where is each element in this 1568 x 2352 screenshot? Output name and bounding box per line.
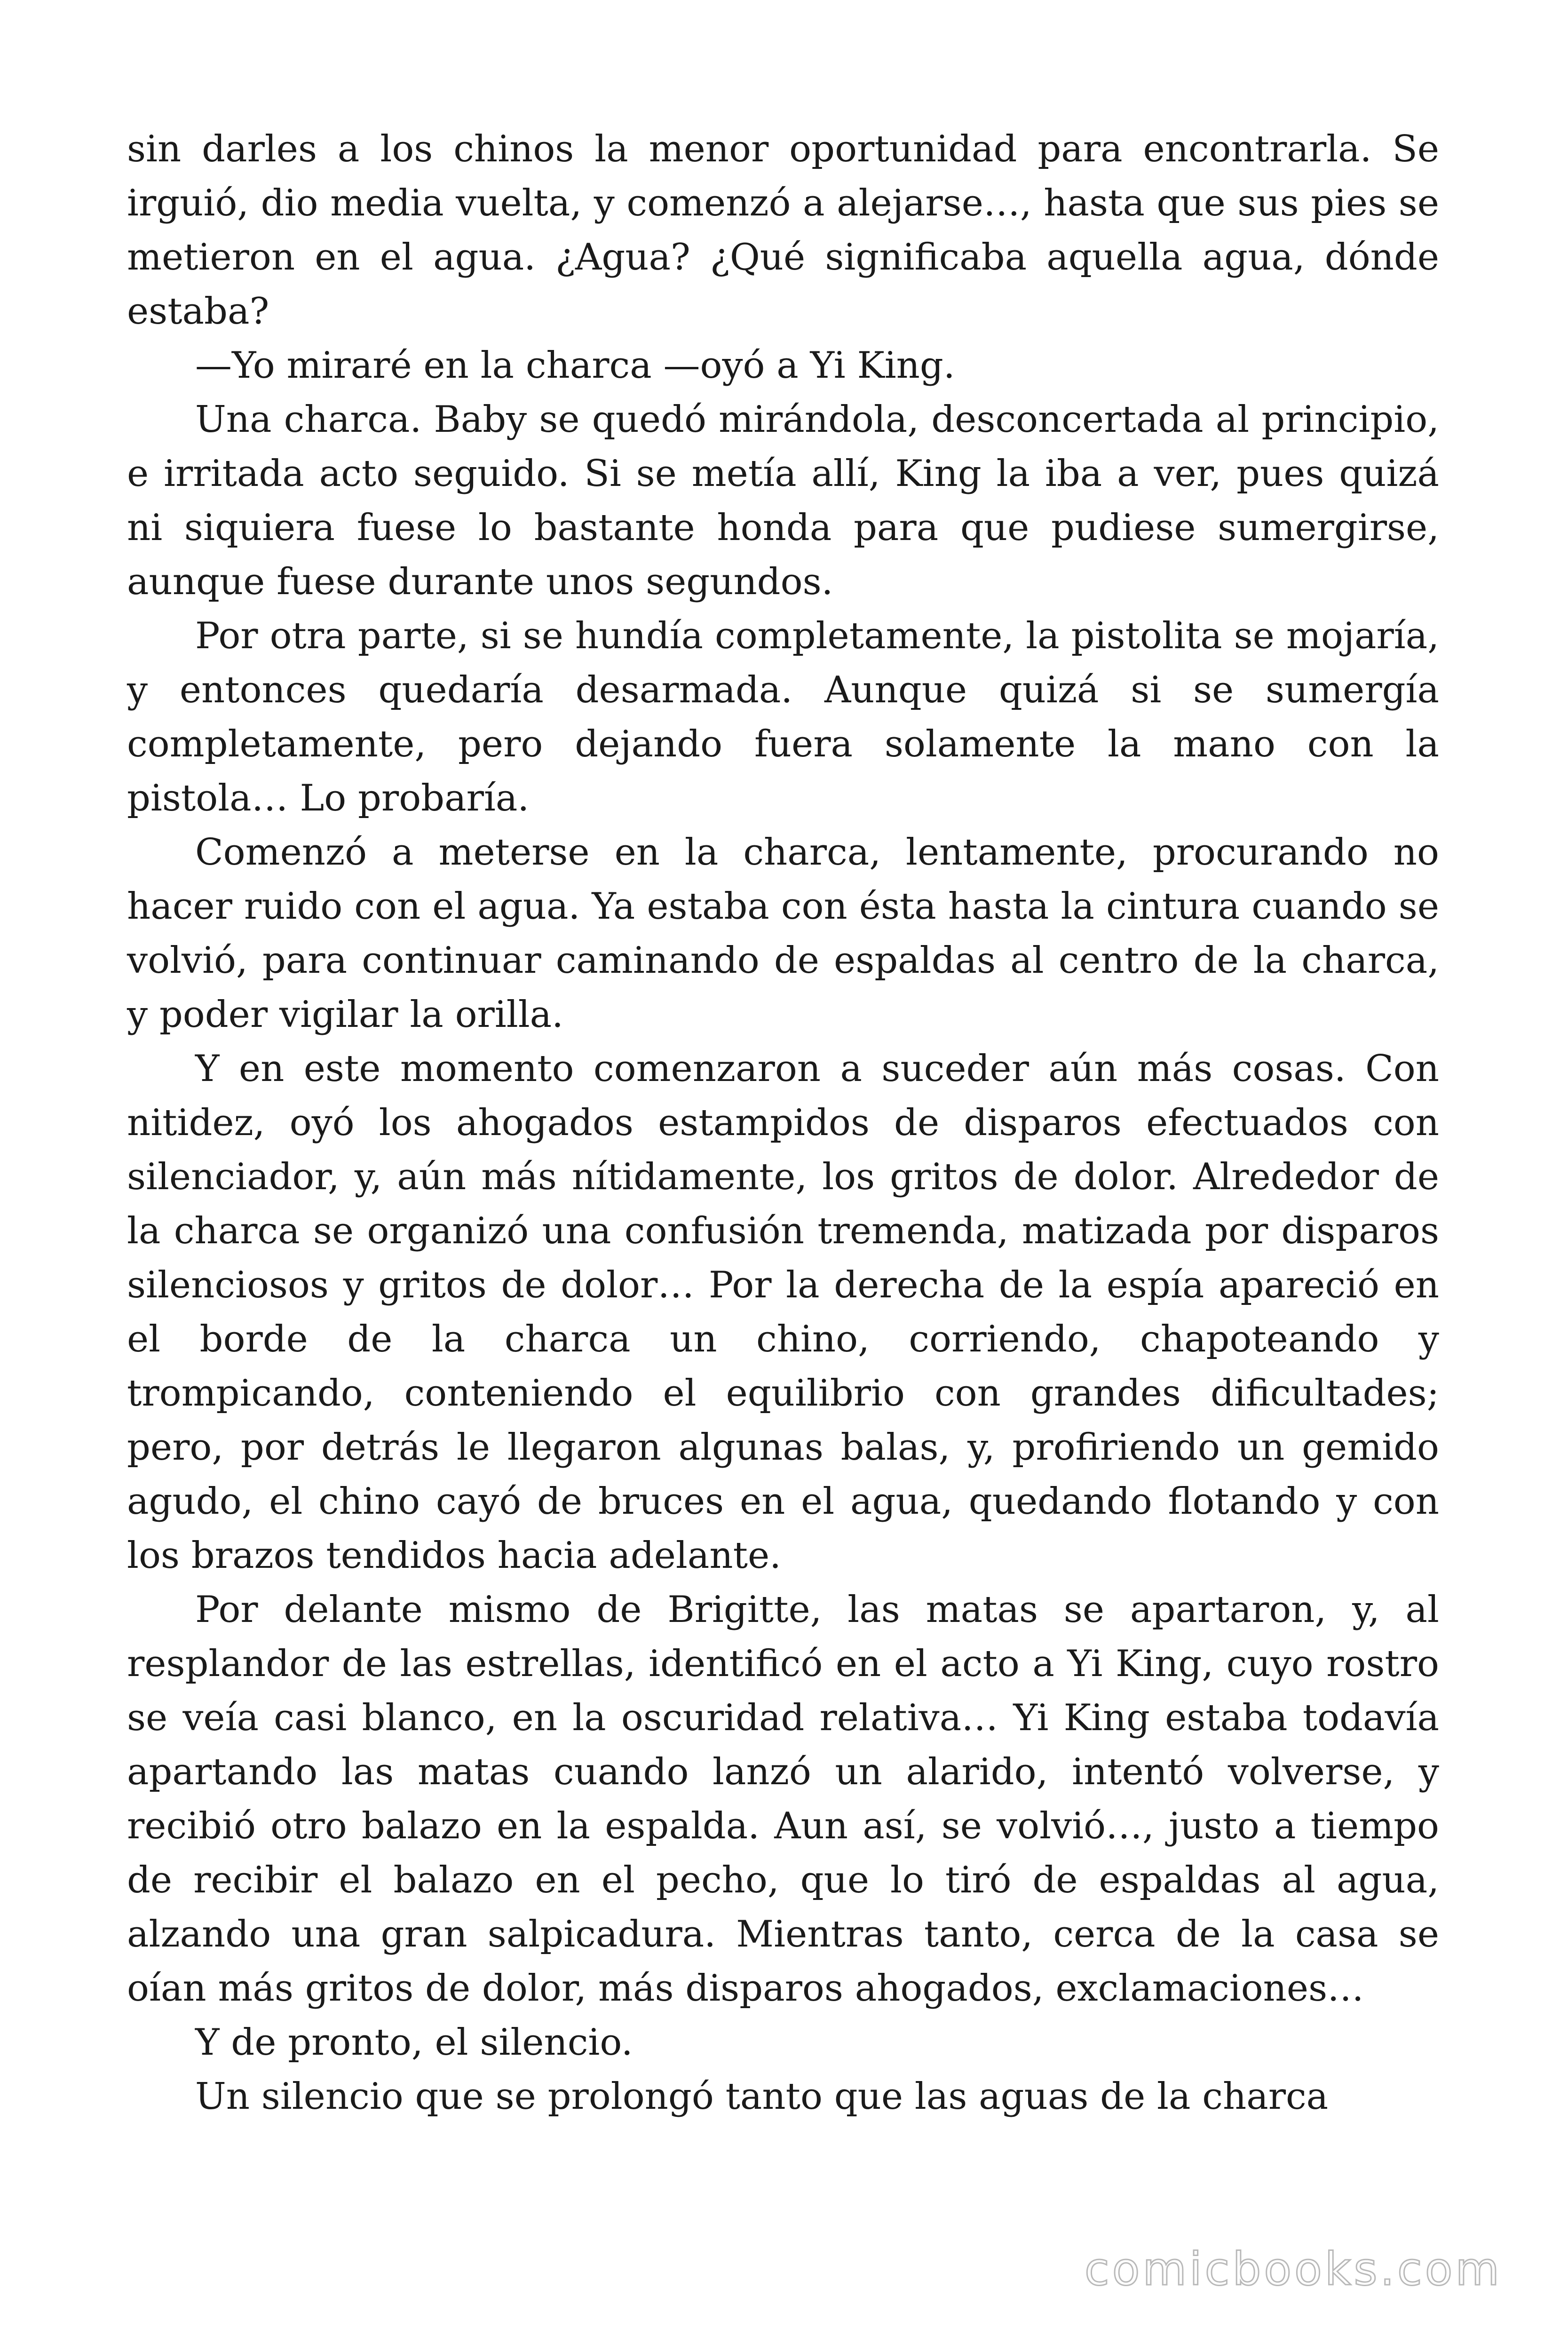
paragraph-7: Por delante mismo de Brigitte, las matas se apartaron, y, al resplandor de las estrellas, identificó en el acto a Yi King, cuyo rostro se veía casi blanco, en la oscuridad relativa… Yi King estaba todavía apartando las matas cuando lanzó un alarido, intentó volverse, y recibió otro balazo en la espalda. Aun así, se volvió…, justo a tiempo de recibir el balazo en el pecho, que lo tiró de espaldas al agua, alzando una gran salpicadura. Mientras tanto, cerca de la casa se oían más gritos de dolor, más disparos ahogados, exclamaciones… <box>127 1589 1439 2010</box>
paragraph-6: Y en este momento comenzaron a suceder aún más cosas. Con nitidez, oyó los ahogados estampidos de disparos efectuados con silenciador, y, aún más nítidamente, los gritos de dolor. Alrededor de la charca se organizó una confusión tremenda, matizada por disparos silenciosos y gritos de dolor… Por la derecha de la espía apareció en el borde de la charca un chino, corriendo, chapoteando y trompicando, conteniendo el equilibrio con grandes dificultades; pero, por detrás le llegaron algunas balas, y, profiriendo un gemido agudo, el chino cayó de bruces en el agua, quedando flotando y con los brazos tendidos hacia adelante. <box>127 1048 1439 1577</box>
paragraph-4: Por otra parte, si se hundía completamente, la pistolita se mojaría, y entonces quedaría desarmada. Aunque quizá si se sumergía completamente, pero dejando fuera solamente la mano con la pistola… Lo probaría. <box>127 615 1439 819</box>
watermark: comicbooks.com <box>1084 2243 1502 2296</box>
book-page <box>127 122 1439 2124</box>
paragraph-1: sin darles a los chinos la menor oportunidad para encontrarla. Se irguió, dio media vuelta, y comenzó a alejarse…, hasta que sus pies se metieron en el agua. ¿Agua? ¿Qué significaba aquella agua, dónde estaba? <box>127 128 1439 333</box>
paragraph-2: —Yo miraré en la charca —oyó a Yi King. <box>195 344 955 387</box>
paragraph-8: Y de pronto, el silencio. <box>195 2021 633 2064</box>
paragraph-9: Un silencio que se prolongó tanto que las aguas de la charca <box>195 2075 1329 2118</box>
paragraph-5: Comenzó a meterse en la charca, lentamente, procurando no hacer ruido con el agua. Ya estaba con ésta hasta la cintura cuando se volvió, para continuar caminando de espaldas al centro de la charca, y poder vigilar la orilla. <box>127 831 1439 1036</box>
paragraph-3: Una charca. Baby se quedó mirándola, desconcertada al principio, e irritada acto seguido. Si se metía allí, King la iba a ver, pues quizá ni siquiera fuese lo bastante honda para que pudiese sumergirse, aunque fuese durante unos segundos. <box>127 398 1439 603</box>
